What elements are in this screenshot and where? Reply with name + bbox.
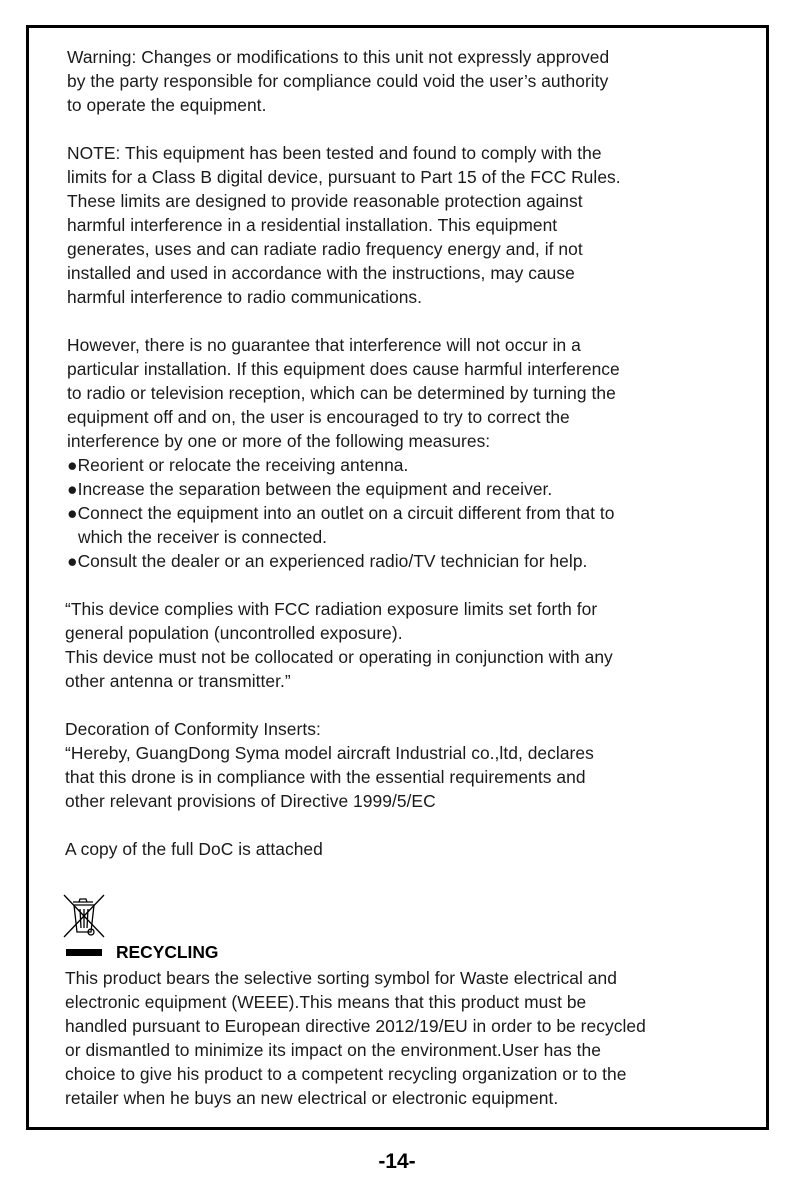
fcc-line: “This device complies with FCC radiation exposure limits set forth for: [65, 599, 598, 619]
note-line: installed and used in accordance with the instructions, may cause: [67, 263, 575, 283]
conformity-line: that this drone is in compliance with the essential requirements and: [65, 767, 586, 787]
note-line: limits for a Class B digital device, pursuant to Part 15 of the FCC Rules.: [67, 167, 621, 187]
bullet-icon: ●: [67, 479, 78, 499]
measure-item: [67, 549, 620, 573]
measure-continuation: which the receiver is connected.: [78, 527, 328, 547]
recycling-heading: [66, 940, 218, 964]
conformity-line: “Hereby, GuangDong Syma model aircraft Industrial co.,ltd, declares: [65, 743, 594, 763]
warning-paragraph: [67, 45, 609, 117]
fcc-line: general population (uncontrolled exposure).: [65, 623, 403, 643]
note-line: harmful interference in a residential installation. This equipment: [67, 215, 558, 235]
recycling-line: or dismantled to minimize its impact on the environment.User has the: [65, 1040, 601, 1060]
however-line: However, there is no guarantee that interference will not occur in a: [67, 335, 581, 355]
heading-bar: [66, 949, 102, 956]
recycling-line: electronic equipment (WEEE).This means that this product must be: [65, 992, 587, 1012]
weee-crossed-bin-icon: [60, 892, 108, 940]
recycling-title: RECYCLING: [116, 941, 219, 962]
conformity-paragraph: [65, 717, 594, 813]
note-line: generates, uses and can radiate radio frequency energy and, if not: [67, 239, 583, 259]
warning-line: to operate the equipment.: [67, 95, 267, 115]
doc-copy-paragraph: [65, 837, 323, 861]
measure-item: [67, 453, 620, 477]
bullet-icon: ●: [67, 455, 78, 475]
however-line: interference by one or more of the following measures:: [67, 431, 491, 451]
recycling-line: choice to give his product to a competent recycling organization or to the: [65, 1064, 627, 1084]
measure-item: [67, 477, 620, 501]
however-line: to radio or television reception, which can be determined by turning the: [67, 383, 616, 403]
doc-copy-line: A copy of the full DoC is attached: [65, 839, 323, 859]
recycling-line: This product bears the selective sorting symbol for Waste electrical and: [65, 968, 617, 988]
recycling-paragraph: [65, 966, 646, 1110]
measure-text: Reorient or relocate the receiving antenna.: [77, 455, 409, 475]
recycling-line: handled pursuant to European directive 2012/19/EU in order to be recycled: [65, 1016, 646, 1036]
note-paragraph: [67, 141, 621, 309]
warning-line: Warning: Changes or modifications to this unit not expressly approved: [67, 47, 610, 67]
page-number: -14-: [378, 1150, 416, 1173]
fcc-line: other antenna or transmitter.”: [65, 671, 291, 691]
recycling-line: retailer when he buys an new electrical or electronic equipment.: [65, 1088, 559, 1108]
bullet-icon: ●: [67, 503, 78, 523]
note-line: NOTE: This equipment has been tested and found to comply with the: [67, 143, 602, 163]
measure-text: Consult the dealer or an experienced radio/TV technician for help.: [77, 551, 588, 571]
measure-item: [67, 501, 620, 525]
note-line: These limits are designed to provide reasonable protection against: [67, 191, 583, 211]
however-line: equipment off and on, the user is encouraged to try to correct the: [67, 407, 570, 427]
however-paragraph: [67, 333, 620, 573]
however-line: particular installation. If this equipment does cause harmful interference: [67, 359, 620, 379]
conformity-line: other relevant provisions of Directive 1999/5/EC: [65, 791, 436, 811]
measure-text: Connect the equipment into an outlet on a circuit different from that to: [77, 503, 615, 523]
fcc-line: This device must not be collocated or operating in conjunction with any: [65, 647, 613, 667]
note-line: harmful interference to radio communications.: [67, 287, 423, 307]
bullet-icon: ●: [67, 551, 78, 571]
conformity-line: Decoration of Conformity Inserts:: [65, 719, 321, 739]
fcc-statement: [65, 597, 613, 693]
measure-text: Increase the separation between the equipment and receiver.: [77, 479, 553, 499]
warning-line: by the party responsible for compliance could void the user’s authority: [67, 71, 609, 91]
